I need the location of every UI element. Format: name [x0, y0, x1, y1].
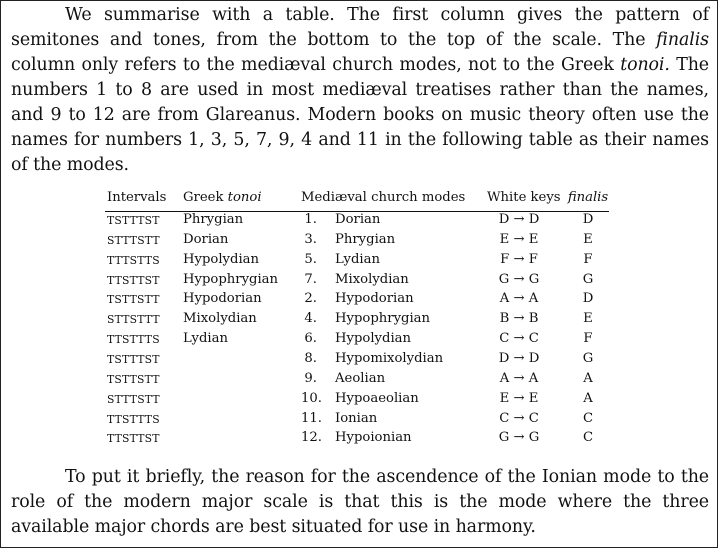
cell-finalis: C: [582, 430, 594, 446]
cell-church-mode: Hypomixolydian: [335, 350, 444, 366]
tonoi-emphasis: tonoi.: [620, 55, 670, 75]
cell-intervals: STTTSTT: [107, 392, 160, 406]
cell-church-mode: Aeolian: [335, 370, 386, 386]
cell-white-keys: C → C: [499, 331, 539, 347]
cell-finalis: A: [583, 390, 593, 406]
cell-church-mode: Phrygian: [335, 231, 396, 247]
cell-mode-number: 4.: [304, 311, 317, 327]
cell-greek-tonoi: Phrygian: [183, 212, 244, 227]
cell-intervals: TTTSTTS: [107, 253, 160, 267]
table-row: [105, 252, 609, 272]
header-finalis: finalis: [567, 190, 609, 205]
table-row: [105, 371, 609, 391]
cell-church-mode: Hypoaeolian: [335, 390, 419, 406]
cell-finalis: G: [582, 271, 594, 287]
table-row: [105, 311, 609, 331]
cell-finalis: D: [582, 212, 594, 227]
cell-greek-tonoi: Lydian: [183, 331, 228, 347]
finalis-emphasis: finalis: [656, 30, 709, 50]
cell-white-keys: E → E: [499, 390, 539, 406]
cell-intervals: TSTTTST: [107, 214, 160, 227]
table-header-row: [105, 190, 609, 210]
cell-finalis: F: [583, 251, 593, 267]
cell-white-keys: D → D: [498, 350, 540, 366]
cell-intervals: TSTTSTT: [107, 293, 160, 307]
cell-intervals: TTSTTST: [107, 432, 160, 446]
intro-text-2: column only refers to the mediæval church modes, not to the Greek: [11, 55, 621, 75]
intro-text-3: The numbers 1 to 8 are used in most mediæval treatises rather than the names, and 9 to 12 are from Glareanus. Modern books on music theory often use the names for numbers 1, 3, 5, 7, 9, 4 and 11 in the following table as their names of the modes.: [11, 55, 709, 175]
cell-intervals: STTTSTT: [107, 233, 160, 247]
header-greek-italic: tonoi: [227, 190, 262, 205]
cell-church-mode: Hypodorian: [335, 291, 414, 307]
cell-finalis: G: [582, 350, 594, 366]
cell-finalis: E: [583, 231, 593, 247]
cell-finalis: E: [583, 311, 593, 327]
cell-intervals: STTSTTT: [107, 313, 160, 327]
cell-mode-number: 6.: [304, 331, 317, 347]
cell-greek-tonoi: Dorian: [183, 231, 229, 247]
cell-mode-number: 9.: [304, 370, 317, 386]
cell-white-keys: B → B: [499, 311, 539, 327]
table-row: [105, 391, 609, 411]
cell-church-mode: Hypophrygian: [335, 311, 431, 327]
table-row: [105, 232, 609, 252]
cell-greek-tonoi: Hypodorian: [183, 291, 262, 307]
cell-mode-number: 5.: [304, 251, 317, 267]
intro-paragraph: [11, 3, 709, 178]
cell-finalis: D: [582, 291, 594, 307]
cell-finalis: F: [583, 331, 593, 347]
cell-intervals: TSTTTST: [107, 352, 160, 366]
cell-mode-number: 7.: [304, 271, 317, 287]
header-intervals: Intervals: [107, 190, 167, 205]
cell-church-mode: Ionian: [335, 410, 378, 426]
cell-intervals: TTSTTTS: [107, 333, 160, 347]
cell-white-keys: A → A: [499, 370, 539, 386]
cell-white-keys: D → D: [498, 212, 540, 227]
cell-church-mode: Mixolydian: [335, 271, 409, 287]
table-row: [105, 212, 609, 232]
cell-church-mode: Dorian: [335, 212, 381, 227]
cell-intervals: TTSTTTS: [107, 412, 160, 426]
header-white-keys: White keys: [487, 190, 561, 205]
header-church-modes: Mediæval church modes: [301, 190, 466, 205]
cell-white-keys: C → C: [499, 410, 539, 426]
cell-white-keys: A → A: [499, 291, 539, 307]
intro-text-1: We summarise with a table. The first column gives the pattern of semitones and tones, from the bottom to the top of the scale. The: [11, 5, 709, 50]
cell-intervals: TSTTSTT: [107, 372, 160, 386]
table-row: [105, 272, 609, 292]
table-row: [105, 291, 609, 311]
table-row: [105, 331, 609, 351]
cell-mode-number: 12.: [301, 430, 322, 446]
cell-finalis: A: [583, 370, 593, 386]
cell-white-keys: E → E: [499, 231, 539, 247]
table-row: [105, 351, 609, 371]
cell-white-keys: F → F: [500, 251, 538, 267]
cell-mode-number: 8.: [304, 350, 317, 366]
cell-finalis: C: [582, 410, 594, 426]
cell-church-mode: Lydian: [335, 251, 380, 267]
cell-intervals: TTSTTST: [107, 273, 160, 287]
cell-white-keys: G → G: [498, 430, 540, 446]
cell-mode-number: 11.: [301, 410, 322, 426]
table-row: [105, 430, 609, 450]
cell-white-keys: G → G: [498, 271, 540, 287]
conclusion-paragraph: To put it briefly, the reason for the ascendence of the Ionian mode to the role of the modern major scale is that this is the mode where the three available major chords are best situated for use in harmony.: [11, 467, 709, 537]
header-greek-tonoi: [183, 190, 262, 205]
cell-greek-tonoi: Hypophrygian: [183, 271, 279, 287]
cell-church-mode: Hypoionian: [335, 430, 412, 446]
cell-greek-tonoi: Mixolydian: [183, 311, 257, 327]
table-row: [105, 411, 609, 431]
cell-greek-tonoi: Hypolydian: [183, 251, 260, 267]
header-greek-prefix: Greek: [183, 190, 228, 205]
cell-mode-number: 2.: [304, 291, 317, 307]
cell-mode-number: 10.: [301, 390, 322, 406]
cell-mode-number: 3.: [304, 231, 317, 247]
cell-church-mode: Hypolydian: [335, 331, 412, 347]
cell-mode-number: 1.: [304, 212, 317, 227]
